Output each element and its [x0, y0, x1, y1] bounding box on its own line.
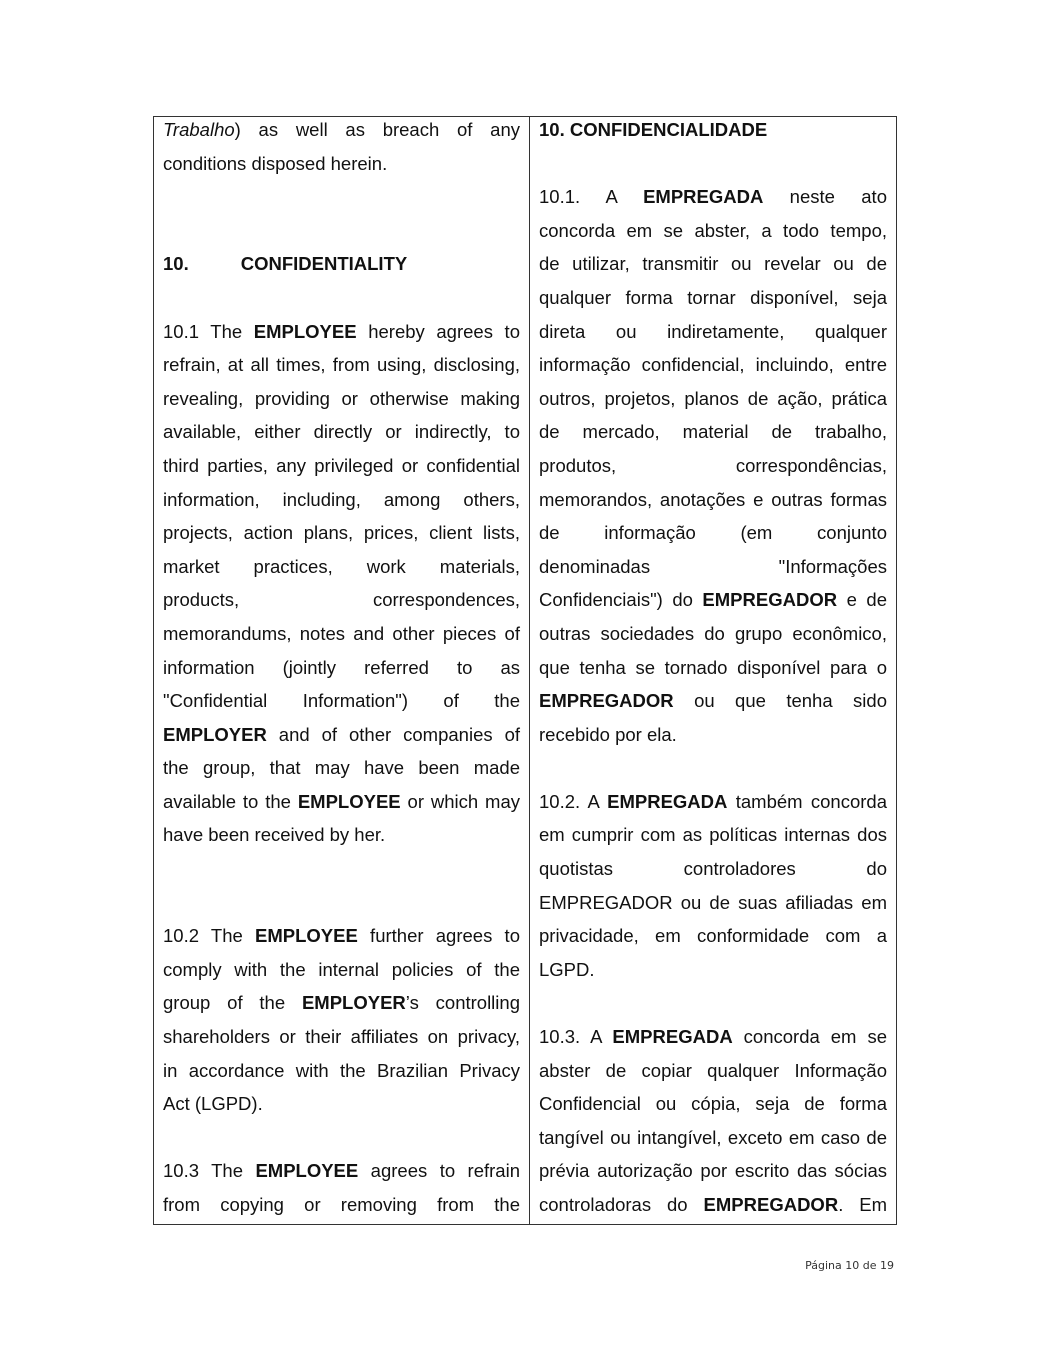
text-line: privacidade, em conformidade com a — [539, 925, 887, 947]
text-line: have been received by her. — [163, 824, 386, 846]
text-line: controladoras do EMPREGADOR. Em — [539, 1194, 888, 1215]
text-line: from copying or removing from the — [163, 1194, 520, 1215]
text-line: 10.1. A EMPREGADA neste ato — [539, 186, 887, 208]
english-column — [154, 117, 530, 1224]
text-line: que tenha se tornado disponível para o — [539, 656, 887, 678]
section-heading: 10. CONFIDENCIALIDADE — [539, 119, 768, 140]
text-line: group of the EMPLOYER’s controlling — [163, 992, 520, 1014]
text-line: third parties, any privileged or confidential — [163, 454, 520, 476]
text-line: revealing, providing or otherwise making — [163, 387, 520, 409]
text-line: prévia autorização por escrito das sócias — [539, 1160, 887, 1182]
text-line: recebido por ela. — [539, 723, 677, 745]
text-line: EMPREGADOR ou de suas afiliadas em — [539, 891, 887, 913]
text-line: de informação (em conjunto — [539, 522, 887, 544]
text-line: de utilizar, transmitir ou revelar ou de — [539, 253, 887, 275]
text-line: LGPD. — [539, 958, 595, 980]
text-line: denominadas "Informações — [539, 555, 887, 577]
text-line: comply with the internal policies of the — [163, 958, 520, 980]
text-line: "Confidential Information") of the — [163, 690, 520, 712]
text-line: available to the EMPLOYEE or which may — [163, 790, 520, 812]
text-line: shareholders or their affiliates on privacy, — [163, 1026, 520, 1048]
text-line: produtos, correspondências, — [539, 454, 887, 476]
text-line: abster de copiar qualquer Informação — [539, 1059, 887, 1081]
text-line: memorandos, anotações e outras formas — [539, 488, 887, 510]
section-heading: 10. CONFIDENTIALITY — [163, 253, 408, 275]
text-line: 10.3 The EMPLOYEE agrees to refrain — [163, 1160, 520, 1182]
text-line: informação confidencial, incluindo, entre — [539, 354, 887, 376]
text-line: products, correspondences, — [163, 589, 520, 611]
text-line: direta ou indiretamente, qualquer — [539, 320, 887, 342]
text-line: outras sociedades do grupo econômico, — [539, 622, 887, 644]
text-line: 10.2 The EMPLOYEE further agrees to — [163, 925, 520, 947]
text-line: de mercado, material de trabalho, — [539, 421, 887, 443]
text-line: EMPREGADOR ou que tenha sido — [539, 690, 887, 712]
text-line: information, including, among others, — [163, 488, 520, 510]
page-number: Página 10 de 19 — [805, 1259, 894, 1272]
text-line: qualquer forma tornar disponível, seja — [539, 286, 887, 308]
text-line: in accordance with the Brazilian Privacy — [163, 1059, 520, 1081]
text-line: Act (LGPD). — [163, 1093, 263, 1115]
text-line: outros, projetos, planos de ação, prática — [539, 387, 887, 409]
text-line: tangível ou intangível, exceto em caso de — [539, 1126, 887, 1148]
text-line: refrain, at all times, from using, disclosing, — [163, 354, 520, 376]
text-line: conditions disposed herein. — [163, 152, 388, 174]
text-line: Trabalho) as well as breach of any — [163, 119, 520, 140]
text-line: projects, action plans, prices, client lists, — [163, 522, 520, 544]
text-line: Confidencial ou cópia, seja de forma — [539, 1093, 887, 1115]
text-line: Confidenciais") do EMPREGADOR e de — [539, 589, 887, 611]
text-line: market practices, work materials, — [163, 555, 520, 577]
text-line: the group, that may have been made — [163, 757, 520, 779]
text-line: available, either directly or indirectly, to — [163, 421, 520, 443]
text-line: memorandums, notes and other pieces of — [163, 622, 520, 644]
text-line: em cumprir com as políticas internas dos — [539, 824, 887, 846]
text-line: concorda em se abster, a todo tempo, — [539, 219, 887, 241]
text-line: 10.2. A EMPREGADA também concorda — [539, 790, 887, 812]
portuguese-column — [530, 117, 896, 1224]
text-line: EMPLOYER and of other companies of — [163, 723, 520, 745]
text-line: 10.1 The EMPLOYEE hereby agrees to — [163, 320, 520, 342]
text-line: information (jointly referred to as — [163, 656, 520, 678]
text-line: quotistas controladores do — [539, 858, 887, 880]
bilingual-table — [153, 116, 897, 1225]
text-line: 10.3. A EMPREGADA concorda em se — [539, 1026, 887, 1048]
